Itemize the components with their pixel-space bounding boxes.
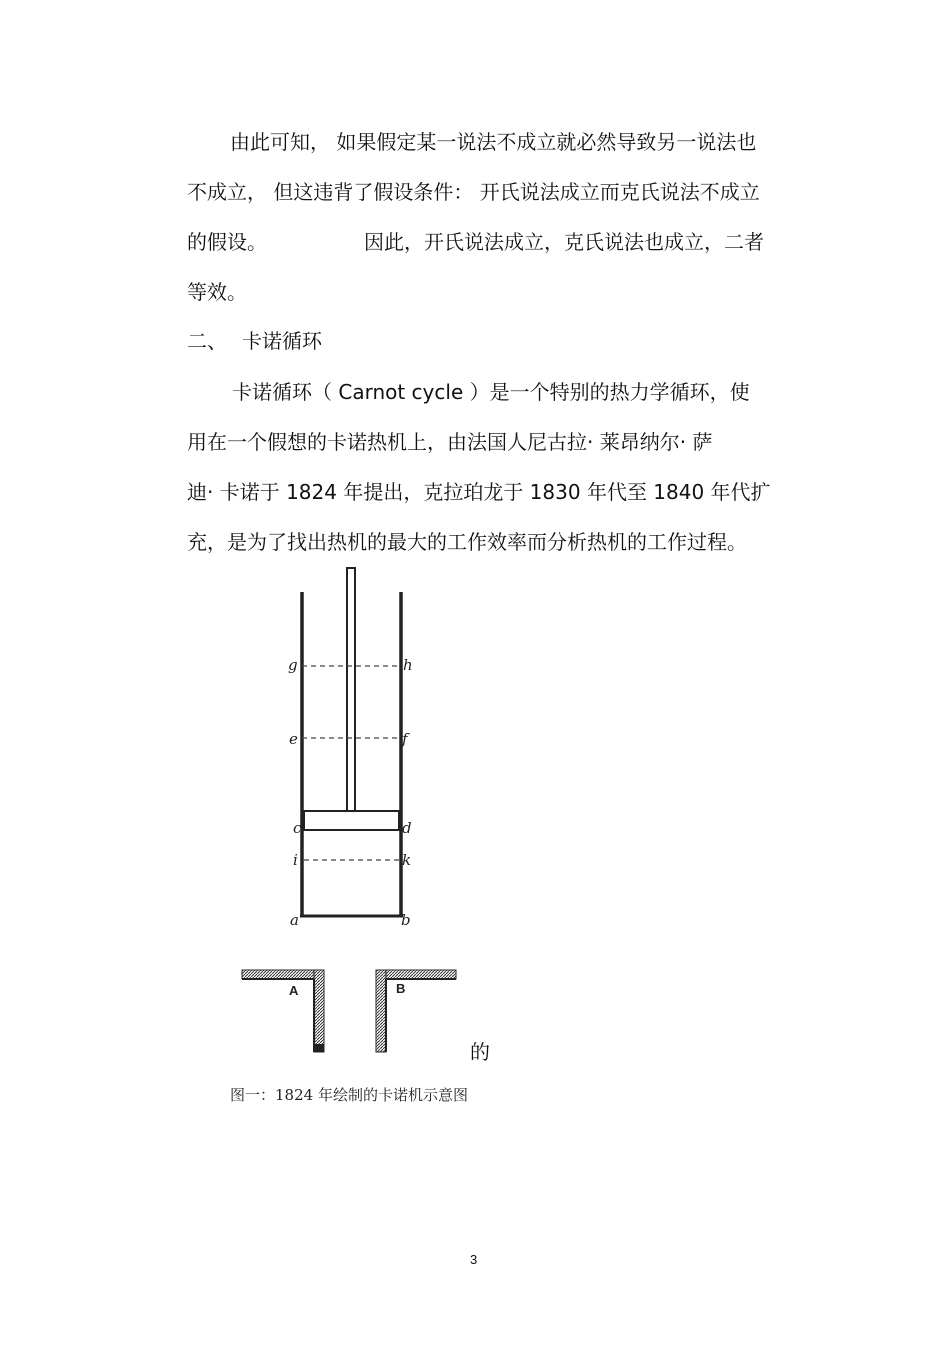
paragraph-line: 由此可知， 如果假定某一说法不成立就必然导致另一说法也 xyxy=(230,130,757,154)
trailing-character: 的 xyxy=(470,1040,490,1064)
section-number: 二、 xyxy=(187,329,227,353)
paragraph-line: 充，是为了找出热机的最大的工作效率而分析热机的工作过程。 xyxy=(187,530,747,554)
label-a: a xyxy=(290,911,299,929)
figure-caption: 图一：1824 年绘制的卡诺机示意图 xyxy=(230,1086,468,1104)
paragraph-line: 等效。 xyxy=(187,280,247,304)
reservoir-stands xyxy=(236,962,466,1062)
piston xyxy=(304,811,399,830)
label-c: c xyxy=(293,819,302,837)
label-k: k xyxy=(402,851,412,869)
paragraph-line: 迪· 卡诺于 1824 年提出，克拉珀龙于 1830 年代至 1840 年代扩 xyxy=(187,480,771,504)
label-g: g xyxy=(288,656,298,674)
stand-a xyxy=(242,970,324,1052)
label-B: B xyxy=(396,981,406,996)
paragraph-line: 卡诺循环（ Carnot cycle ）是一个特别的热力学循环，使 xyxy=(232,380,750,404)
section-title: 卡诺循环 xyxy=(242,329,322,353)
piston-rod xyxy=(347,568,355,811)
label-d: d xyxy=(402,819,412,837)
paragraph-line: 因此，开氏说法成立，克氏说法也成立，二者 xyxy=(364,230,764,254)
label-e: e xyxy=(289,730,298,748)
stand-b xyxy=(376,970,456,1052)
label-b: b xyxy=(401,911,411,929)
page-number: 3 xyxy=(470,1252,478,1267)
label-i: i xyxy=(293,851,298,869)
paragraph-line: 用在一个假想的卡诺热机上，由法国人尼古拉· 莱昂纳尔· 萨 xyxy=(187,430,713,454)
label-A: A xyxy=(289,983,299,998)
paragraph-line: 的假设。 xyxy=(187,230,267,254)
carnot-engine-diagram xyxy=(230,560,430,940)
paragraph-line: 不成立， 但这违背了假设条件： 开氏说法成立而克氏说法不成立 xyxy=(187,180,760,204)
label-f: f xyxy=(402,730,408,748)
label-h: h xyxy=(403,656,413,674)
